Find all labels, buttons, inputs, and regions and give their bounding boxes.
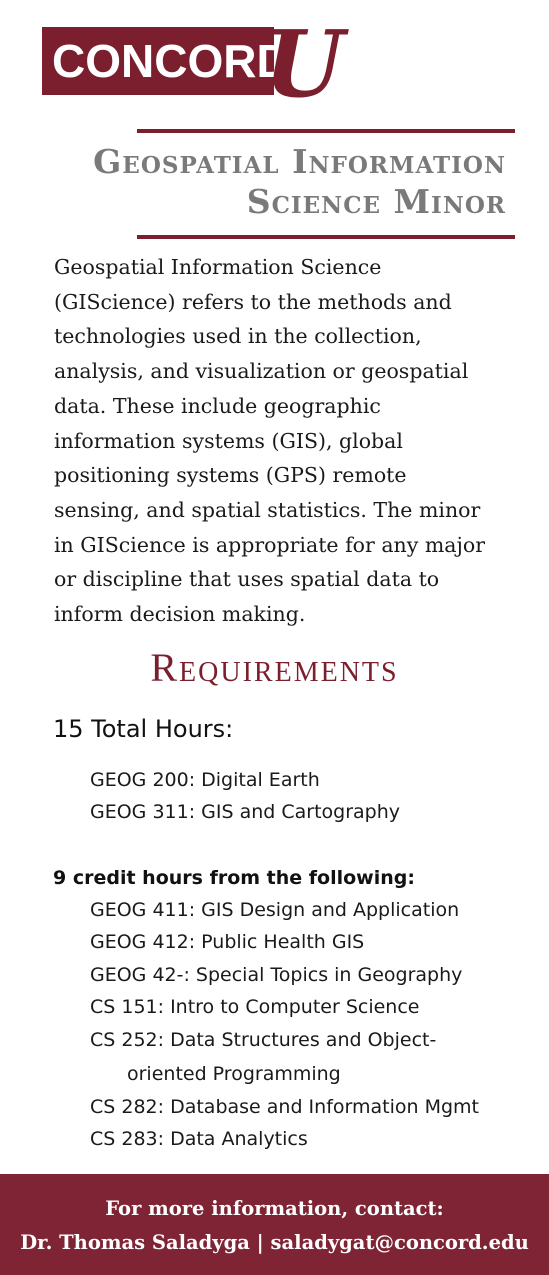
logo-u-letter: U [264,10,345,118]
intro-line: data. These include geographic [54,393,381,418]
elective-course: CS 151: Intro to Computer Science [90,996,420,1018]
intro-line: analysis, and visualization or geospatial [54,359,469,384]
title-rule-bottom [137,235,515,239]
page-title-line1: Geospatial Information [93,142,506,181]
intro-paragraph [54,250,516,632]
elective-course-continuation: oriented Programming [127,1063,341,1085]
required-course: GEOG 200: Digital Earth [90,769,320,791]
concord-u-logo [42,10,345,118]
elective-course: GEOG 411: GIS Design and Application [90,899,460,921]
elective-course: GEOG 42-: Special Topics in Geography [90,964,463,986]
title-rule-top [137,129,515,133]
intro-line: Geospatial Information Science [54,255,382,279]
logo-wordmark: CONCORD [52,35,290,87]
elective-course: CS 282: Database and Information Mgmt [90,1096,479,1118]
required-course: GEOG 311: GIS and Cartography [90,801,401,823]
requirements-heading: Requirements [150,645,399,690]
intro-line: inform decision making. [54,602,306,627]
intro-line: information systems (GIS), global [54,428,403,453]
contact-heading: For more information, contact: [105,1197,444,1220]
intro-line: positioning systems (GPS) remote [54,463,407,488]
elective-course: CS 283: Data Analytics [90,1128,308,1150]
intro-line: or discipline that uses spatial data to [54,567,440,592]
total-hours-heading: 15 Total Hours: [53,715,234,743]
elective-heading: 9 credit hours from the following: [53,867,415,889]
elective-course: CS 252: Data Structures and Object- [90,1029,437,1051]
intro-line: in GIScience is appropriate for any major [54,532,486,557]
page-title-line2: Science Minor [246,182,506,221]
intro-line: sensing, and spatial statistics. The minor [54,497,481,522]
intro-line: technologies used in the collection, [54,324,422,349]
contact-details: Dr. Thomas Saladyga | saladygat@concord.edu [20,1231,529,1254]
elective-course: GEOG 412: Public Health GIS [90,931,365,953]
contact-footer [0,1174,549,1275]
intro-line: (GIScience) refers to the methods and [54,289,452,314]
